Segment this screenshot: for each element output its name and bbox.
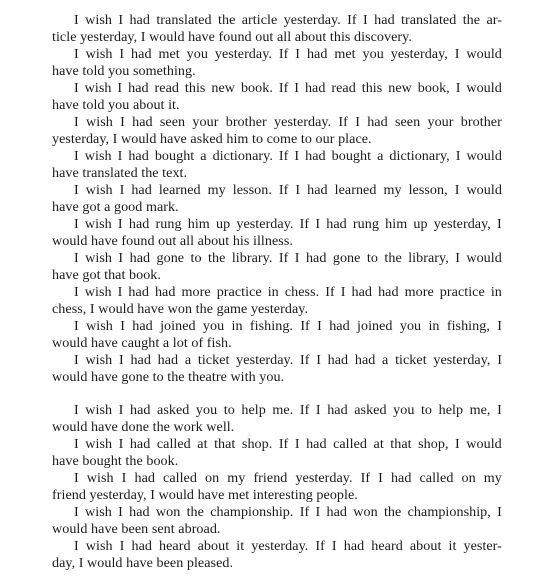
paragraph — [52, 284, 502, 318]
paragraph-first-line: I wish I had gone to the library. If I had gone to the library, I would — [74, 250, 502, 266]
paragraph-first-line: I wish I had had more practice in chess. If I had had more practice in — [74, 284, 502, 300]
exercise-block-2 — [52, 402, 502, 572]
paragraph-first-line: I wish I had called on my friend yesterday. If I had called on my — [74, 470, 502, 486]
paragraph-last-line: chess, I would have won the game yesterday. — [52, 301, 309, 317]
paragraph-first-line: I wish I had joined you in fishing. If I had joined you in fishing, I — [74, 318, 502, 334]
paragraph — [52, 470, 502, 504]
paragraph — [52, 318, 502, 352]
paragraph-first-line: I wish I had learned my lesson. If I had learned my lesson, I would — [74, 182, 502, 198]
paragraph-first-line: I wish I had bought a dictionary. If I had bought a dictionary, I would — [74, 148, 502, 164]
paragraph-last-line: would have caught a lot of fish. — [52, 335, 232, 351]
paragraph-last-line: have got that book. — [52, 267, 161, 283]
paragraph-last-line: have told you something. — [52, 63, 196, 79]
paragraph — [52, 436, 502, 470]
paragraph-first-line: I wish I had called at that shop. If I had called at that shop, I would — [74, 436, 502, 452]
paragraph — [52, 216, 502, 250]
paragraph-first-line: I wish I had seen your brother yesterday. If I had seen your brother — [74, 114, 502, 130]
paragraph-first-line: I wish I had heard about it yesterday. If I had heard about it yester- — [74, 538, 502, 554]
paragraph — [52, 80, 502, 114]
paragraph — [52, 12, 502, 46]
paragraph-last-line: day, I would have been pleased. — [52, 555, 234, 571]
paragraph-last-line: have told you about it. — [52, 97, 180, 113]
paragraph-first-line: I wish I had read this new book. If I had read this new book, I would — [74, 80, 502, 96]
paragraph — [52, 250, 502, 284]
paragraph-last-line: have translated the text. — [52, 165, 188, 181]
paragraph-last-line: yesterday, I would have asked him to come to our place. — [52, 131, 372, 147]
paragraph — [52, 538, 502, 572]
paragraph-first-line: I wish I had asked you to help me. If I had asked you to help me, I — [74, 402, 502, 418]
paragraph-last-line: would have found out all about his illness. — [52, 233, 293, 249]
exercise-block-1 — [52, 12, 502, 386]
paragraph-last-line: would have done the work well. — [52, 419, 235, 435]
paragraph-last-line: friend yesterday, I would have met interesting people. — [52, 487, 358, 503]
paragraph-first-line: I wish I had rung him up yesterday. If I had rung him up yesterday, I — [74, 216, 502, 232]
paragraph-last-line: ticle yesterday, I would have found out all about this discovery. — [52, 29, 412, 45]
paragraph-first-line: I wish I had had a ticket yesterday. If I had had a ticket yesterday, I — [74, 352, 502, 368]
paragraph — [52, 402, 502, 436]
paragraph-last-line: have got a good mark. — [52, 199, 179, 215]
paragraph — [52, 182, 502, 216]
paragraph-first-line: I wish I had translated the article yesterday. If I had translated the ar- — [74, 12, 502, 28]
paragraph — [52, 46, 502, 80]
paragraph-last-line: have bought the book. — [52, 453, 179, 469]
paragraph — [52, 352, 502, 386]
paragraph — [52, 504, 502, 538]
paragraph — [52, 114, 502, 148]
paragraph-last-line: would have been sent abroad. — [52, 521, 221, 537]
paragraph-first-line: I wish I had met you yesterday. If I had met you yesterday, I would — [74, 46, 502, 62]
paragraph — [52, 148, 502, 182]
paragraph-last-line: would have gone to the theatre with you. — [52, 369, 285, 385]
paragraph-first-line: I wish I had won the championship. If I had won the championship, I — [74, 504, 502, 520]
